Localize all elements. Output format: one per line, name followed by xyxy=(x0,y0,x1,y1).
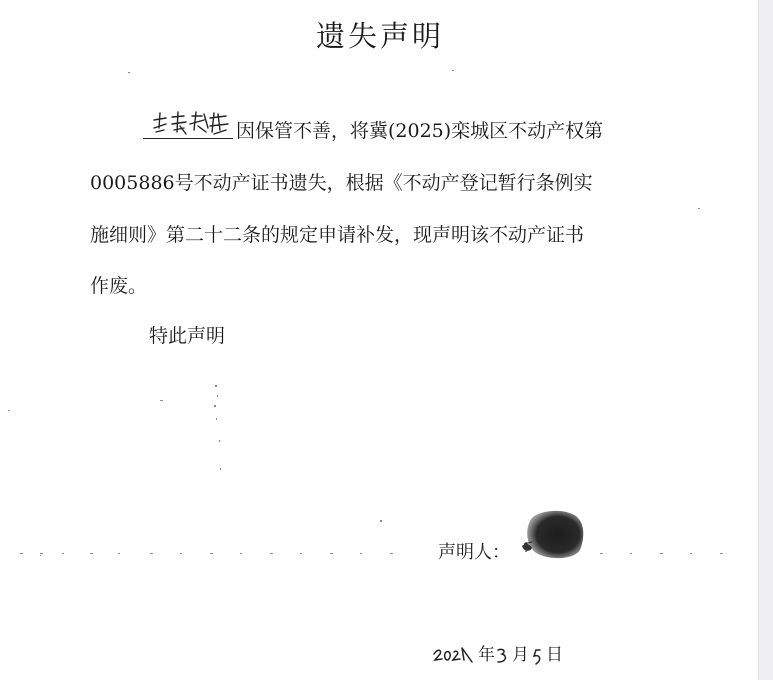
document-title: 遗失声明 xyxy=(315,19,444,53)
body-line-4: 作废。 xyxy=(90,275,148,297)
svg-text:年: 年 xyxy=(478,645,495,664)
redacted-signature xyxy=(520,508,586,560)
handwritten-name-signature xyxy=(150,108,232,142)
signature-underline xyxy=(143,138,233,139)
closing-statement: 特此声明 xyxy=(149,325,226,347)
body-line-3: 施细则》第二十二条的规定申请补发，现声明该不动产证书 xyxy=(90,224,585,246)
declarant-label: 声明人： xyxy=(438,542,510,563)
svg-text:月: 月 xyxy=(512,645,529,664)
handwritten-date xyxy=(432,640,572,674)
body-line-2: 0005886号不动产证书遗失，根据《不动产登记暂行条例实 xyxy=(90,172,593,194)
svg-text:日: 日 xyxy=(546,645,563,664)
body-line-1: 因保管不善，将冀(2025)栾城区不动产权第 xyxy=(236,120,604,142)
